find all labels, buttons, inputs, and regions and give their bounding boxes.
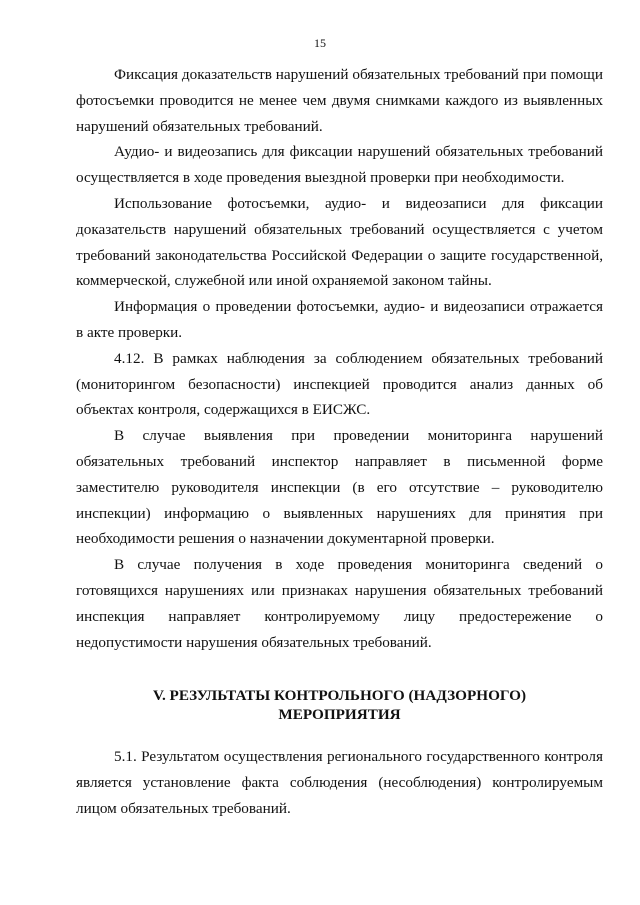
paragraph-audio-video: Аудио- и видеозапись для фиксации нарушений обязательных требований осуществляется в ходе проведения выездной проверки при необходимости. — [76, 143, 603, 187]
paragraph-warning: В случае получения в ходе проведения мониторинга сведений о готовящихся нарушениях или признаках нарушения обязательных требований инспекция направляет контролируемому лицу предостережение о недопустимости нарушения обязательных требований. — [76, 556, 603, 651]
section-heading-line-1: V. РЕЗУЛЬТАТЫ КОНТРОЛЬНОГО (НАДЗОРНОГО) — [152, 687, 527, 704]
paragraph-4-12: 4.12. В рамках наблюдения за соблюдением обязательных требований (мониторингом безопасности) инспекцией проводится анализ данных об объектах контроля, содержащихся в ЕИСЖС. — [76, 349, 603, 419]
paragraph-5-1: 5.1. Результатом осуществления регионального государственного контроля является установление факта соблюдения (несоблюдения) контролируемым лицом обязательных требований. — [76, 748, 603, 817]
paragraph-use-of-recording: Использование фотосъемки, аудио- и видеозаписи для фиксации доказательств нарушений обязательных требований осуществляется с учетом требований законодательства Российской Федерации о защите государственной, коммерческой, служебной или иной охраняемой законом тайны. — [76, 194, 603, 290]
paragraph-violation-found: В случае выявления при проведении мониторинга нарушений обязательных требований инспектор направляет в письменной форме заместителю руководителя инспекции (в его отсутствие – руководителю инспекции) информацию о выявленных нарушениях для принятия при необходимости решения о назначении документарной проверки. — [76, 427, 603, 548]
section-heading-line-2: МЕРОПРИЯТИЯ — [278, 706, 401, 723]
page-number: 15 — [314, 36, 326, 50]
paragraph-inspection-act: Информация о проведении фотосъемки, аудио- и видеозаписи отражается в акте проверки. — [76, 298, 603, 341]
body-text — [76, 62, 603, 655]
section-body-text — [76, 744, 603, 821]
section-heading — [76, 686, 603, 724]
paragraph-photo-evidence: Фиксация доказательств нарушений обязательных требований при помощи фотосъемки проводится не менее чем двумя снимками каждого из выявленных нарушений обязательных требований. — [76, 66, 603, 135]
